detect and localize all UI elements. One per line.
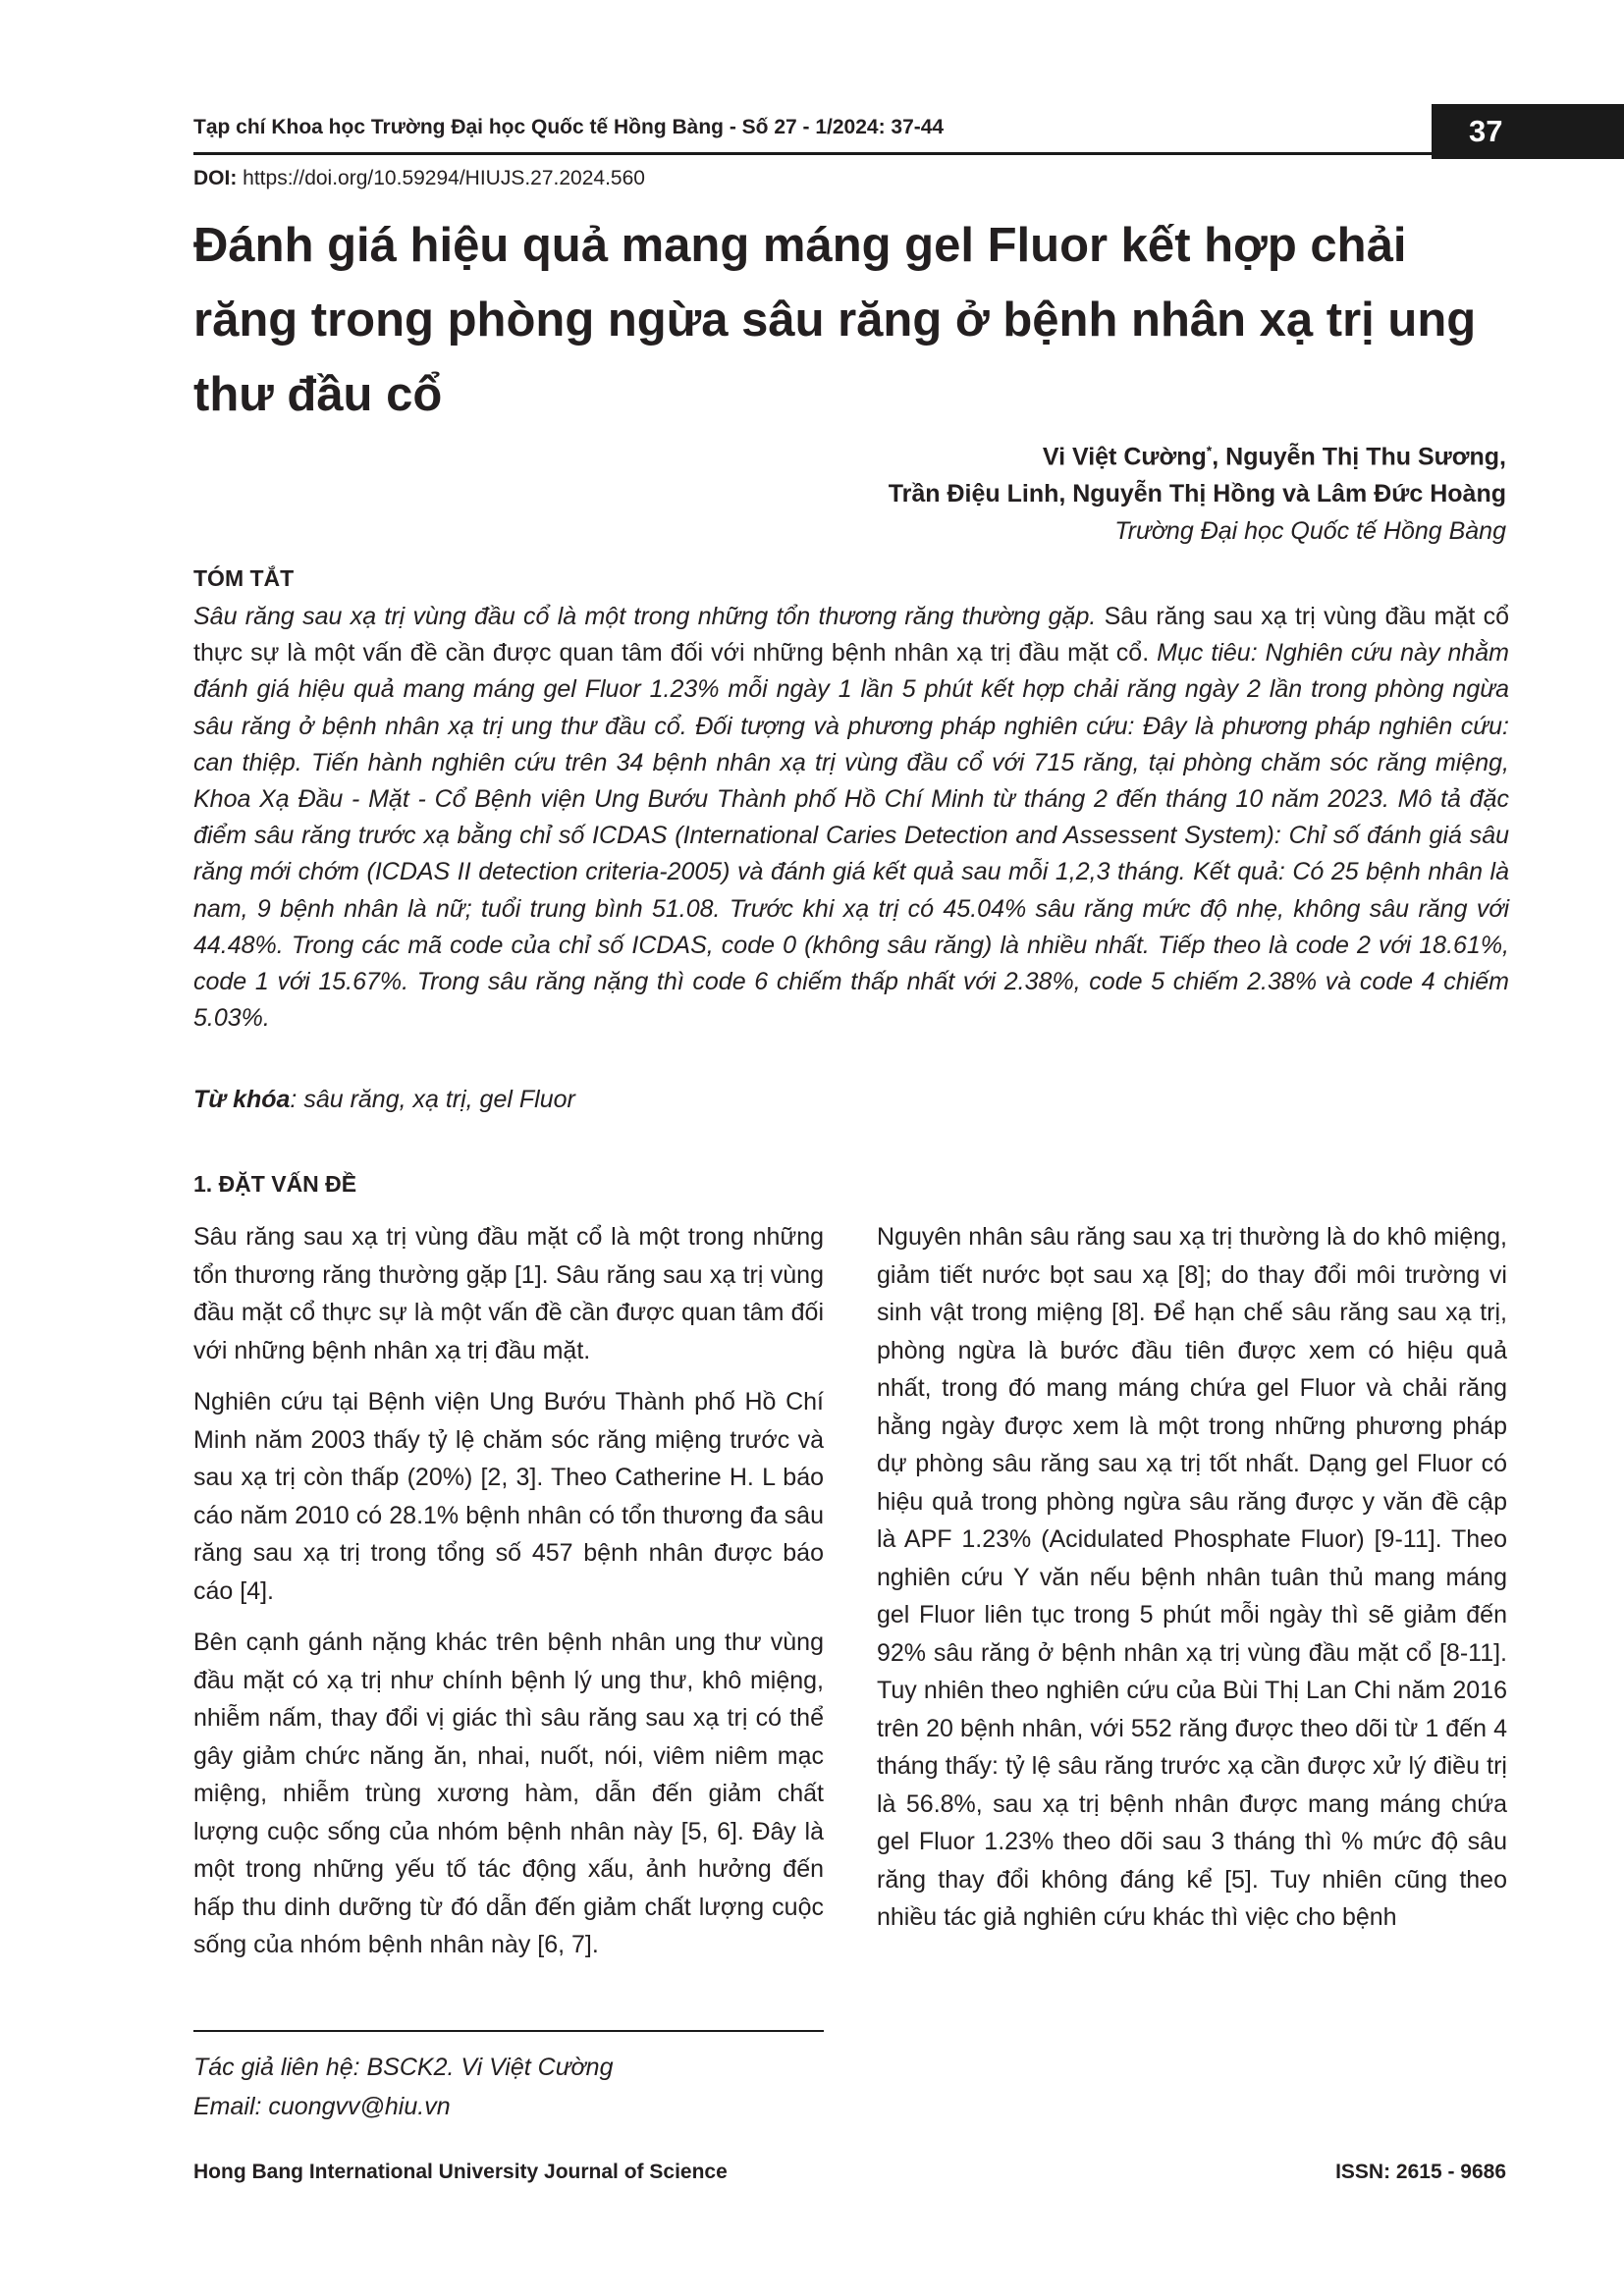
footer-issn: ISSN: 2615 - 9686 xyxy=(1335,2161,1506,2183)
section-heading: 1. ĐẶT VẤN ĐỀ xyxy=(193,1171,357,1197)
author-line-2: Trần Điệu Linh, Nguyễn Thị Hồng và Lâm Đức Hoàng xyxy=(888,480,1506,508)
paragraph: Sâu răng sau xạ trị vùng đầu mặt cổ là một trong những tổn thương răng thường gặp [1]. Sâu răng sau xạ trị vùng đầu mặt cổ thực sự là một vấn đề cần được quan tâm đối với những bệnh nhân xạ trị đầu mặt. xyxy=(193,1223,824,1364)
page-number: 37 xyxy=(1432,104,1624,159)
abstract-body xyxy=(193,599,1509,1037)
co-authors-1: , Nguyễn Thị Thu Sương, xyxy=(1212,443,1506,471)
doi-label: DOI: xyxy=(193,167,238,189)
doi-link[interactable]: https://doi.org/10.59294/HIUJS.27.2024.560 xyxy=(243,167,645,189)
abstract-heading: TÓM TẮT xyxy=(193,565,295,591)
footer-journal: Hong Bang International University Journal of Science xyxy=(193,2161,728,2183)
author-line-1 xyxy=(889,432,1506,475)
keywords-text: : sâu răng, xạ trị, gel Fluor xyxy=(290,1086,575,1113)
corresponding-author: Vi Việt Cường xyxy=(1042,443,1207,471)
right-column xyxy=(877,1218,1507,1950)
footnote-divider xyxy=(193,2030,824,2032)
paragraph: Nghiên cứu tại Bệnh viện Ung Bướu Thành phố Hồ Chí Minh năm 2003 thấy tỷ lệ chăm sóc răng miệng trước và sau xạ trị còn thấp (20%) [2, 3]. Theo Catherine H. L báo cáo năm 2010 có 28.1% bệnh nhân có tổn thương đa sâu răng sau xạ trị trong tổng số 457 bệnh nhân được báo cáo [4]. xyxy=(193,1388,824,1605)
corresponding-mark: * xyxy=(1206,443,1213,458)
affiliation: Trường Đại học Quốc tế Hồng Bàng xyxy=(1114,517,1506,546)
paragraph: Nguyên nhân sâu răng sau xạ trị thường là do khô miệng, giảm tiết nước bọt sau xạ [8]; do thay đổi môi trường vi sinh vật trong miệng [8]. Để hạn chế sâu răng sau xạ trị, phòng ngừa là bước đầu tiên được xem có hiệu quả nhất, trong đó mang máng chứa gel Fluor và chải răng hằng ngày được xem là một trong những phương pháp dự phòng sâu răng sau xạ trị tốt nhất. Dạng gel Fluor có hiệu quả trong phòng ngừa sâu răng được y văn đề cập là APF 1.23% (Acidulated Phosphate Fluor) [9-11]. Theo nghiên cứu Y văn nếu bệnh nhân tuân thủ mang máng gel Fluor liên tục trong 5 phút mỗi ngày thì sẽ giảm đến 92% sâu răng ở bệnh nhân xạ trị vùng đầu mặt cổ [8-11]. Tuy nhiên theo nghiên cứu của Bùi Thị Lan Chi năm 2016 trên 20 bệnh nhân, với 552 răng được theo dõi từ 1 đến 4 tháng thấy: tỷ lệ sâu răng trước xạ cần được xử lý điều trị là 56.8%, sau xạ trị bệnh nhân được mang máng chứa gel Fluor 1.23% theo dõi sau 3 tháng thì % mức độ sâu răng thay đổi không đáng kể [5]. Tuy nhiên cũng theo nhiều tác giả nghiên cứu khác thì việc cho bệnh xyxy=(877,1223,1507,1931)
keywords-label: Từ khóa xyxy=(193,1086,291,1113)
keywords xyxy=(193,1086,575,1114)
doi-line xyxy=(193,167,645,190)
abstract-part-1: Sâu răng sau xạ trị vùng đầu cổ là một trong những tổn thương răng thường gặp. xyxy=(193,603,1097,630)
abstract-part-2: Sâu răng sau xạ trị vùng đầu mặt cổ thực sự là một vấn đề cần được quan tâm đối với những bệnh nhân xạ trị đầu mặt cổ. xyxy=(193,603,1509,667)
correspondence xyxy=(193,2048,613,2126)
corresponding-email: Email: cuongvv@hiu.vn xyxy=(193,2093,451,2120)
author-block xyxy=(889,432,1506,550)
abstract-part-3: Mục tiêu: Nghiên cứu này nhằm đánh giá hiệu quả mang máng gel Fluor 1.23% mỗi ngày 1 lần 5 phút kết hợp chải răng ngày 2 lần trong phòng ngừa sâu răng ở bệnh nhân xạ trị ung thư đầu cổ. Đối tượng và phương pháp nghiên cứu: Đây là phương pháp nghiên cứu: can thiệp. Tiến hành nghiên cứu trên 34 bệnh nhân xạ trị vùng đầu cổ với 715 răng, tại phòng chăm sóc răng miệng, Khoa Xạ Đầu - Mặt - Cổ Bệnh viện Ung Bướu Thành phố Hồ Chí Minh từ tháng 2 đến tháng 10 năm 2023. Mô tả đặc điểm sâu răng trước xạ bằng chỉ số ICDAS (International Caries Detection and Assessent System): Chỉ số đánh giá sâu răng mới chớm (ICDAS II detection criteria-2005) và đánh giá kết quả sau mỗi 1,2,3 tháng. Kết quả: Có 25 bệnh nhân là nam, 9 bệnh nhân là nữ; tuổi trung bình 51.08. Trước khi xạ trị có 45.04% sâu răng mức độ nhẹ, không sâu răng với 44.48%. Trong các mã code của chỉ số ICDAS, code 0 (không sâu răng) là nhiều nhất. Tiếp theo là code 2 với 18.61%, code 1 với 15.67%. Trong sâu răng nặng thì code 6 chiếm thấp nhất với 2.38%, code 5 chiếm 2.38% và code 4 chiếm 5.03%. xyxy=(193,639,1509,1033)
header-divider xyxy=(193,152,1432,155)
left-column xyxy=(193,1218,824,1978)
journal-header: Tạp chí Khoa học Trường Đại học Quốc tế Hồng Bàng - Số 27 - 1/2024: 37-44 xyxy=(193,116,945,138)
article-title: Đánh giá hiệu quả mang máng gel Fluor kết hợp chải răng trong phòng ngừa sâu răng ở bệnh nhân xạ trị ung thư đầu cổ xyxy=(193,219,1477,421)
corresponding-author-note: Tác giả liên hệ: BSCK2. Vi Việt Cường xyxy=(193,2054,614,2081)
paragraph: Bên cạnh gánh nặng khác trên bệnh nhân ung thư vùng đầu mặt có xạ trị như chính bệnh lý ung thư, khô miệng, nhiễm nấm, thay đổi vị giác thì sâu răng sau xạ trị có thể gây giảm chức năng ăn, nhai, nuốt, nói, viêm niêm mạc miệng, nhiễm trùng xương hàm, dẫn đến giảm chất lượng cuộc sống của nhóm bệnh nhân này [5, 6]. Đây là một trong những yếu tố tác động xấu, ảnh hưởng đến hấp thu dinh dưỡng từ đó dẫn đến giảm chất lượng cuộc sống của nhóm bệnh nhân này [6, 7]. xyxy=(193,1629,824,1958)
